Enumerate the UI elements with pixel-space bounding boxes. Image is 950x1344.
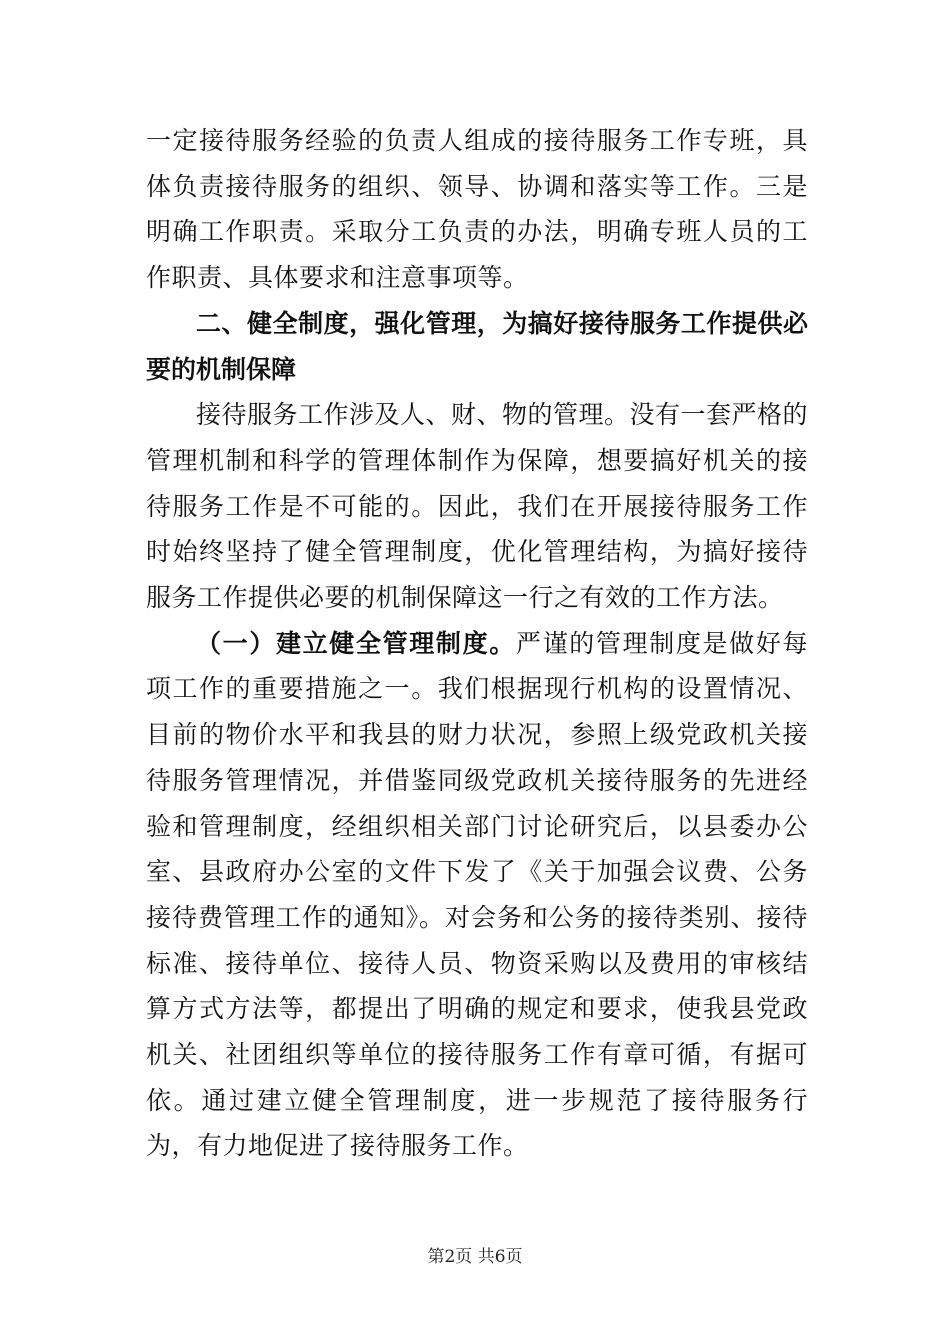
paragraph-continuation: 一定接待服务经验的负责人组成的接待服务工作专班，具体负责接待服务的组织、领导、协调和落实等工作。三是明确工作职责。采取分工负责的办法，明确专班人员的工作职责、具体要求和注意事项等。 — [146, 126, 808, 293]
paragraph-subsection-1 — [146, 621, 808, 1169]
subsection-body: 严谨的管理制度是做好每项工作的重要措施之一。我们根据现行机构的设置情况、目前的物价水平和我县的财力状况，参照上级党政机关接待服务管理情况，并借鉴同级党政机关接待服务的先进经验和管理制度，经组织相关部门讨论研究后，以县委办公室、县政府办公室的文件下发了《关于加强会议费、公务接待费管理工作的通知》。对会务和公务的接待类别、接待标准、接待单位、接待人员、物资采购以及费用的审核结算方式方法等，都提出了明确的规定和要求，使我县党政机关、社团组织等单位的接待服务工作有章可循，有据可依。通过建立健全管理制度，进一步规范了接待服务行为，有力地促进了接待服务工作。 — [146, 628, 808, 1161]
page-footer: 第2页 共6页 — [427, 1247, 523, 1267]
document-body — [146, 118, 808, 1169]
paragraph-intro: 接待服务工作涉及人、财、物的管理。没有一套严格的管理机制和科学的管理体制作为保障，想要搞好机关的接待服务工作是不可能的。因此，我们在开展接待服务工作时始终坚持了健全管理制度，优化管理结构，为搞好接待服务工作提供必要的机制保障这一行之有效的工作方法。 — [146, 400, 809, 613]
section-heading: 二、健全制度，强化管理，为搞好接待服务工作提供必要的机制保障 — [146, 308, 808, 384]
subsection-lead: （一）建立健全管理制度。 — [196, 628, 516, 658]
